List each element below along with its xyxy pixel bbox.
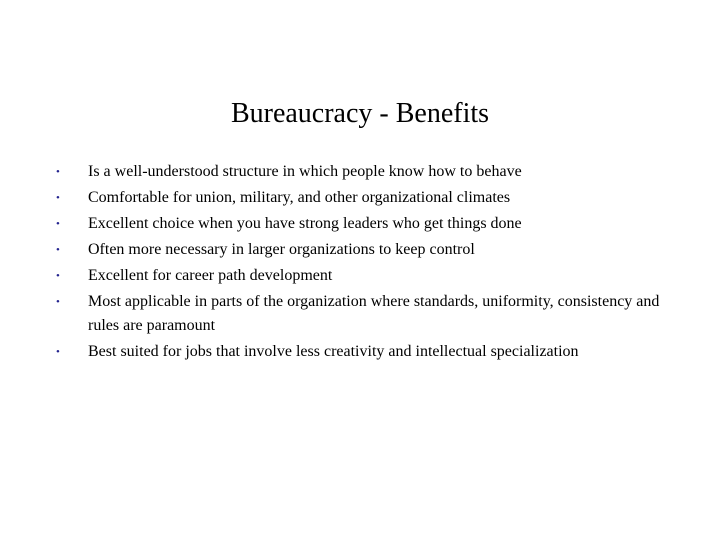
- bullet-icon: •: [56, 296, 60, 308]
- bullet-item: [56, 238, 676, 262]
- bullet-item: [56, 340, 676, 364]
- bullet-list: [56, 160, 676, 366]
- bullet-item: [56, 186, 676, 210]
- bullet-text: Comfortable for union, military, and other organizational climates: [88, 189, 511, 206]
- bullet-item: [56, 212, 676, 236]
- bullet-text: Best suited for jobs that involve less creativity and intellectual specialization: [88, 343, 579, 360]
- bullet-icon: •: [56, 166, 60, 178]
- bullet-text: Excellent for career path development: [88, 267, 333, 284]
- bullet-icon: •: [56, 218, 60, 230]
- bullet-text: Is a well-understood structure in which people know how to behave: [88, 163, 522, 180]
- slide-title: Bureaucracy - Benefits: [230, 97, 490, 129]
- bullet-icon: •: [56, 244, 60, 256]
- bullet-icon: •: [56, 346, 60, 358]
- bullet-icon: •: [56, 192, 60, 204]
- bullet-item: [56, 290, 676, 338]
- bullet-text: Often more necessary in larger organizations to keep control: [88, 241, 475, 258]
- bullet-item: [56, 160, 676, 184]
- bullet-item: [56, 264, 676, 288]
- bullet-text: Excellent choice when you have strong leaders who get things done: [88, 215, 522, 232]
- bullet-icon: •: [56, 270, 60, 282]
- bullet-text: Most applicable in parts of the organization where standards, uniformity, consistency and rules are paramount: [88, 293, 660, 334]
